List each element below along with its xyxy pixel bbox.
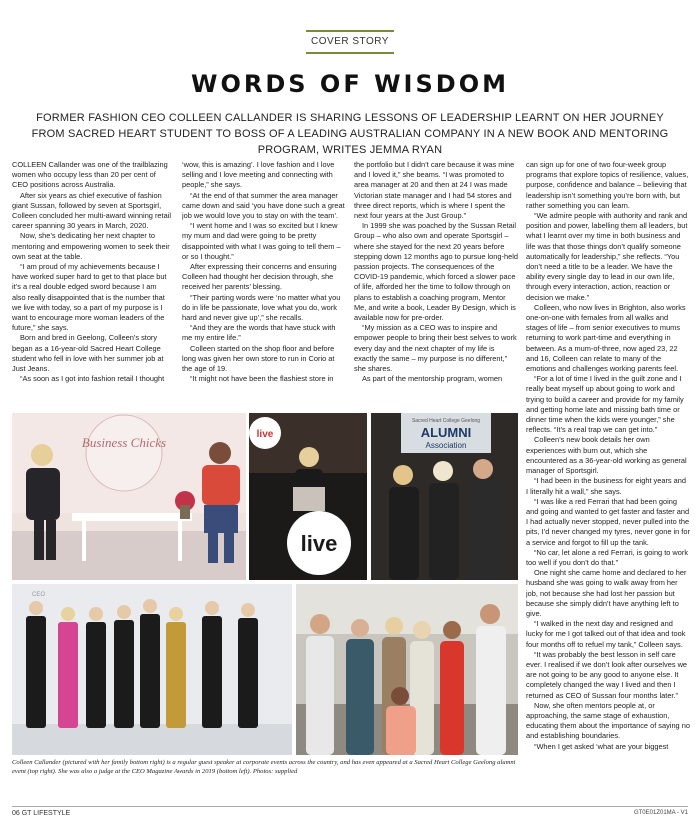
headline: WORDS OF WISDOM [191, 70, 509, 98]
paragraph: After six years as chief executive of fashion giant Sussan, followed by seven at Sportsgirl, Colleen concluded her multi-award winning retail career spanning 30 years in March, 2020. [12, 190, 171, 231]
photo-ceo-awards-group [12, 584, 292, 755]
paragraph: “And they are the words that have stuck with me my entire life.” [182, 323, 336, 343]
paragraph: COLLEEN Callander was one of the trailblazing women who occupy less than 20 per cent of CEO positions across Australia. [12, 160, 168, 190]
paragraph: “It might not have been the flashiest store in [190, 374, 334, 384]
paragraph: “We admire people with authority and rank and position and power, labelling them all leaders, but what I learnt over my time in both business and life was that those things don’t qualify someone automatically for leadership,” she reflects. “You don’t need a title to be a leader. We have the ability every single day to lead in our own life, through every interaction, action, reaction or decision we make.” [526, 211, 688, 302]
alumni-sign-sub-text: Association [425, 441, 467, 450]
live-logo-small-text: live [256, 429, 274, 440]
article-column-1 [12, 160, 172, 412]
ceo-wall-text: CEO [32, 592, 46, 598]
article-column-2 [182, 160, 346, 412]
photo-illustration [249, 413, 367, 580]
paragraph: After expressing their concerns and ensuring Colleen had thought her decision through, she received her parents’ blessing. [182, 262, 337, 292]
paragraph: “At the end of that summer the area manager came down and said ‘you have done such a great job we would love you to stay on with the team’. [182, 190, 345, 221]
photo-live-stage-speaker [249, 413, 367, 580]
alumni-sign-text: ALUMNI [420, 425, 472, 440]
paragraph: “I am proud of my achievements because I have worked super hard to get to that place but it’s a real double edged sword because I am also really disappointed that is the number that we live with today, so a part of my purpose is I want to encourage more woman leaders of the future,” she says. [12, 262, 167, 333]
photo-business-chicks-event [12, 413, 246, 580]
paragraph: Colleen, who now lives in Brighton, also works one-on-one with females from all walks and stages of life – from senior executives to mums returning to work part-time and everything in between. As a mum-of-three, now aged 23, 22 and 16, Colleen can relate to many of the emotions and challenges working parents feel. [526, 302, 686, 374]
photo-caption: Colleen Callander (pictured with her family bottom right) is a regular guest speaker at corporate events across the country, and has even appeared at a Sacred Heart College Geelong alumni event (top right). She was also a judge at the CEO Magazine Awards in 2019 (bottom left). Photos: supplied [12, 759, 516, 775]
photo-illustration [371, 413, 518, 580]
paragraph: “I was like a red Ferrari that had been going and going and wanted to get faster and faster and I had actually never stopped, never pulled into the pits, I’d never changed my tyres, never gone in for a service and forgot to fill up the tank. [526, 496, 690, 547]
paragraph: ‘wow, this is amazing’. I love fashion and I love selling and I love meeting and connecting with people,” she says. [182, 160, 335, 190]
paragraph: “My mission as a CEO was to inspire and empower people to bring their best selves to work every day and the next chapter of my life is exactly the same – my purpose is no different,” she shares. [354, 323, 517, 374]
photo-illustration [296, 584, 518, 755]
standfirst: FORMER FASHION CEO COLLEEN CALLANDER IS SHARING LESSONS OF LEADERSHIP LEARNT ON HER JOURNEY FROM SACRED HEART STUDENT TO BOSS OF A LEADING AUSTRALIAN COMPANY IN A NEW BOOK AND MENTORING PROGRAM, WRITES JEMMA RYAN [31, 112, 669, 156]
paragraph: “For a lot of time I lived in the guilt zone and I really beat myself up about going to work and trying to build a career and provide for my family and getting home late and missing bath time or dinner time when the kids were younger,” she reflects. “It’s a real trap we can get into.” [526, 374, 684, 435]
paragraph: One night she came home and declared to her husband she was going to walk away from her job, not because she had lost her passion but because she simply didn’t have anything left to give. [526, 568, 687, 618]
section-label: COVER STORY [306, 30, 394, 54]
article-column-3 [354, 160, 518, 412]
paragraph: “When I get asked ‘what are your biggest [534, 741, 669, 751]
paragraph: In 1999 she was poached by the Sussan Retail Group – who also own and operate Sportsgirl – where she stayed for the next 20 years before stepping down 12 months ago to pursue long-held passion projects. The consequences of the COVID-19 pandemic, which forced a slower pace of life, afforded her the time to follow through on plans to establish a coaching program, Mentor Me, and write a book, Leader By Design, which is available now for pre-order. [354, 221, 518, 323]
paragraph: the portfolio but I didn’t care because it was mine and I loved it,” she beams. “I was promoted to area manager at 20 and then at 24 I was made Victorian state manager and I had 54 stores and three direct reports, which is where I spent the next four years at the Just Group.” [354, 160, 515, 221]
paragraph: “No car, let alone a red Ferrari, is going to work too well if you don’t do that.” [526, 547, 689, 567]
paragraph: Colleen started on the shop floor and before long was given her own store to run in Corio at the age of 19. [182, 343, 335, 374]
paragraph: Colleen’s new book details her own experiences with burn out, which she encountered as a 36-year-old working as general manager of Sportsgirl. [526, 435, 687, 476]
paragraph: Now, she’s dedicating her next chapter to mentoring and empowering women to seek their own seat at the table. [12, 231, 170, 261]
paragraph: “I walked in the next day and resigned and lucky for me I got talked out of that idea and took four months off to refuel my tank,” Colleen says. [526, 619, 686, 649]
article-column-4 [526, 160, 690, 770]
photo-illustration [12, 584, 292, 755]
photo-illustration [12, 413, 246, 580]
paragraph: “I had been in the business for eight years and I literally hit a wall,” she says. [526, 476, 687, 496]
paragraph: “It was probably the best lesson in self care ever. I realised if we don’t look after ourselves we are not going to be any good to anyone else. It completely changed the way I lived and then I returned as CEO of Sussan four months later.” [526, 649, 688, 700]
alumni-sign-top-text: Sacred Heart College Geelong [411, 418, 481, 424]
paragraph: Now, she often mentors people at, or approaching, the same stage of exhaustion, educating them about the importance of saying no and establishing boundaries. [526, 700, 690, 741]
footer-rule [12, 806, 688, 807]
photo-family [296, 584, 518, 755]
footer-edition-code: GT0E01Z01MA - V1 [633, 810, 688, 816]
paragraph: can sign up for one of two four-week group programs that explore topics of resilience, values, purpose, confidence and balance – believing that leadership isn’t something you’re born with, but rather something you can learn. [526, 160, 689, 210]
live-logo-text: live [300, 531, 338, 556]
business-chicks-sign-text: Business Chicks [81, 435, 167, 450]
paragraph: “Their parting words were ‘no matter what you do in life be passionate, love what you do, work hard and never give up’,” she recalls. [182, 292, 341, 323]
photo-alumni-event [371, 413, 518, 580]
paragraph: “I went home and I was so excited but I knew my mum and dad were going to be pretty disappointed with what I was going to tell them – or so I thought.” [182, 221, 341, 261]
paragraph: Born and bred in Geelong, Colleen’s story began as a 16-year-old Sacred Heart College student who fell in love with her summer job at Just Jeans. [12, 333, 164, 374]
footer-page-label: 06 GT LIFESTYLE [12, 810, 71, 817]
paragraph: As part of the mentorship program, women [362, 374, 503, 384]
paragraph: “As soon as I got into fashion retail I thought [20, 374, 165, 384]
